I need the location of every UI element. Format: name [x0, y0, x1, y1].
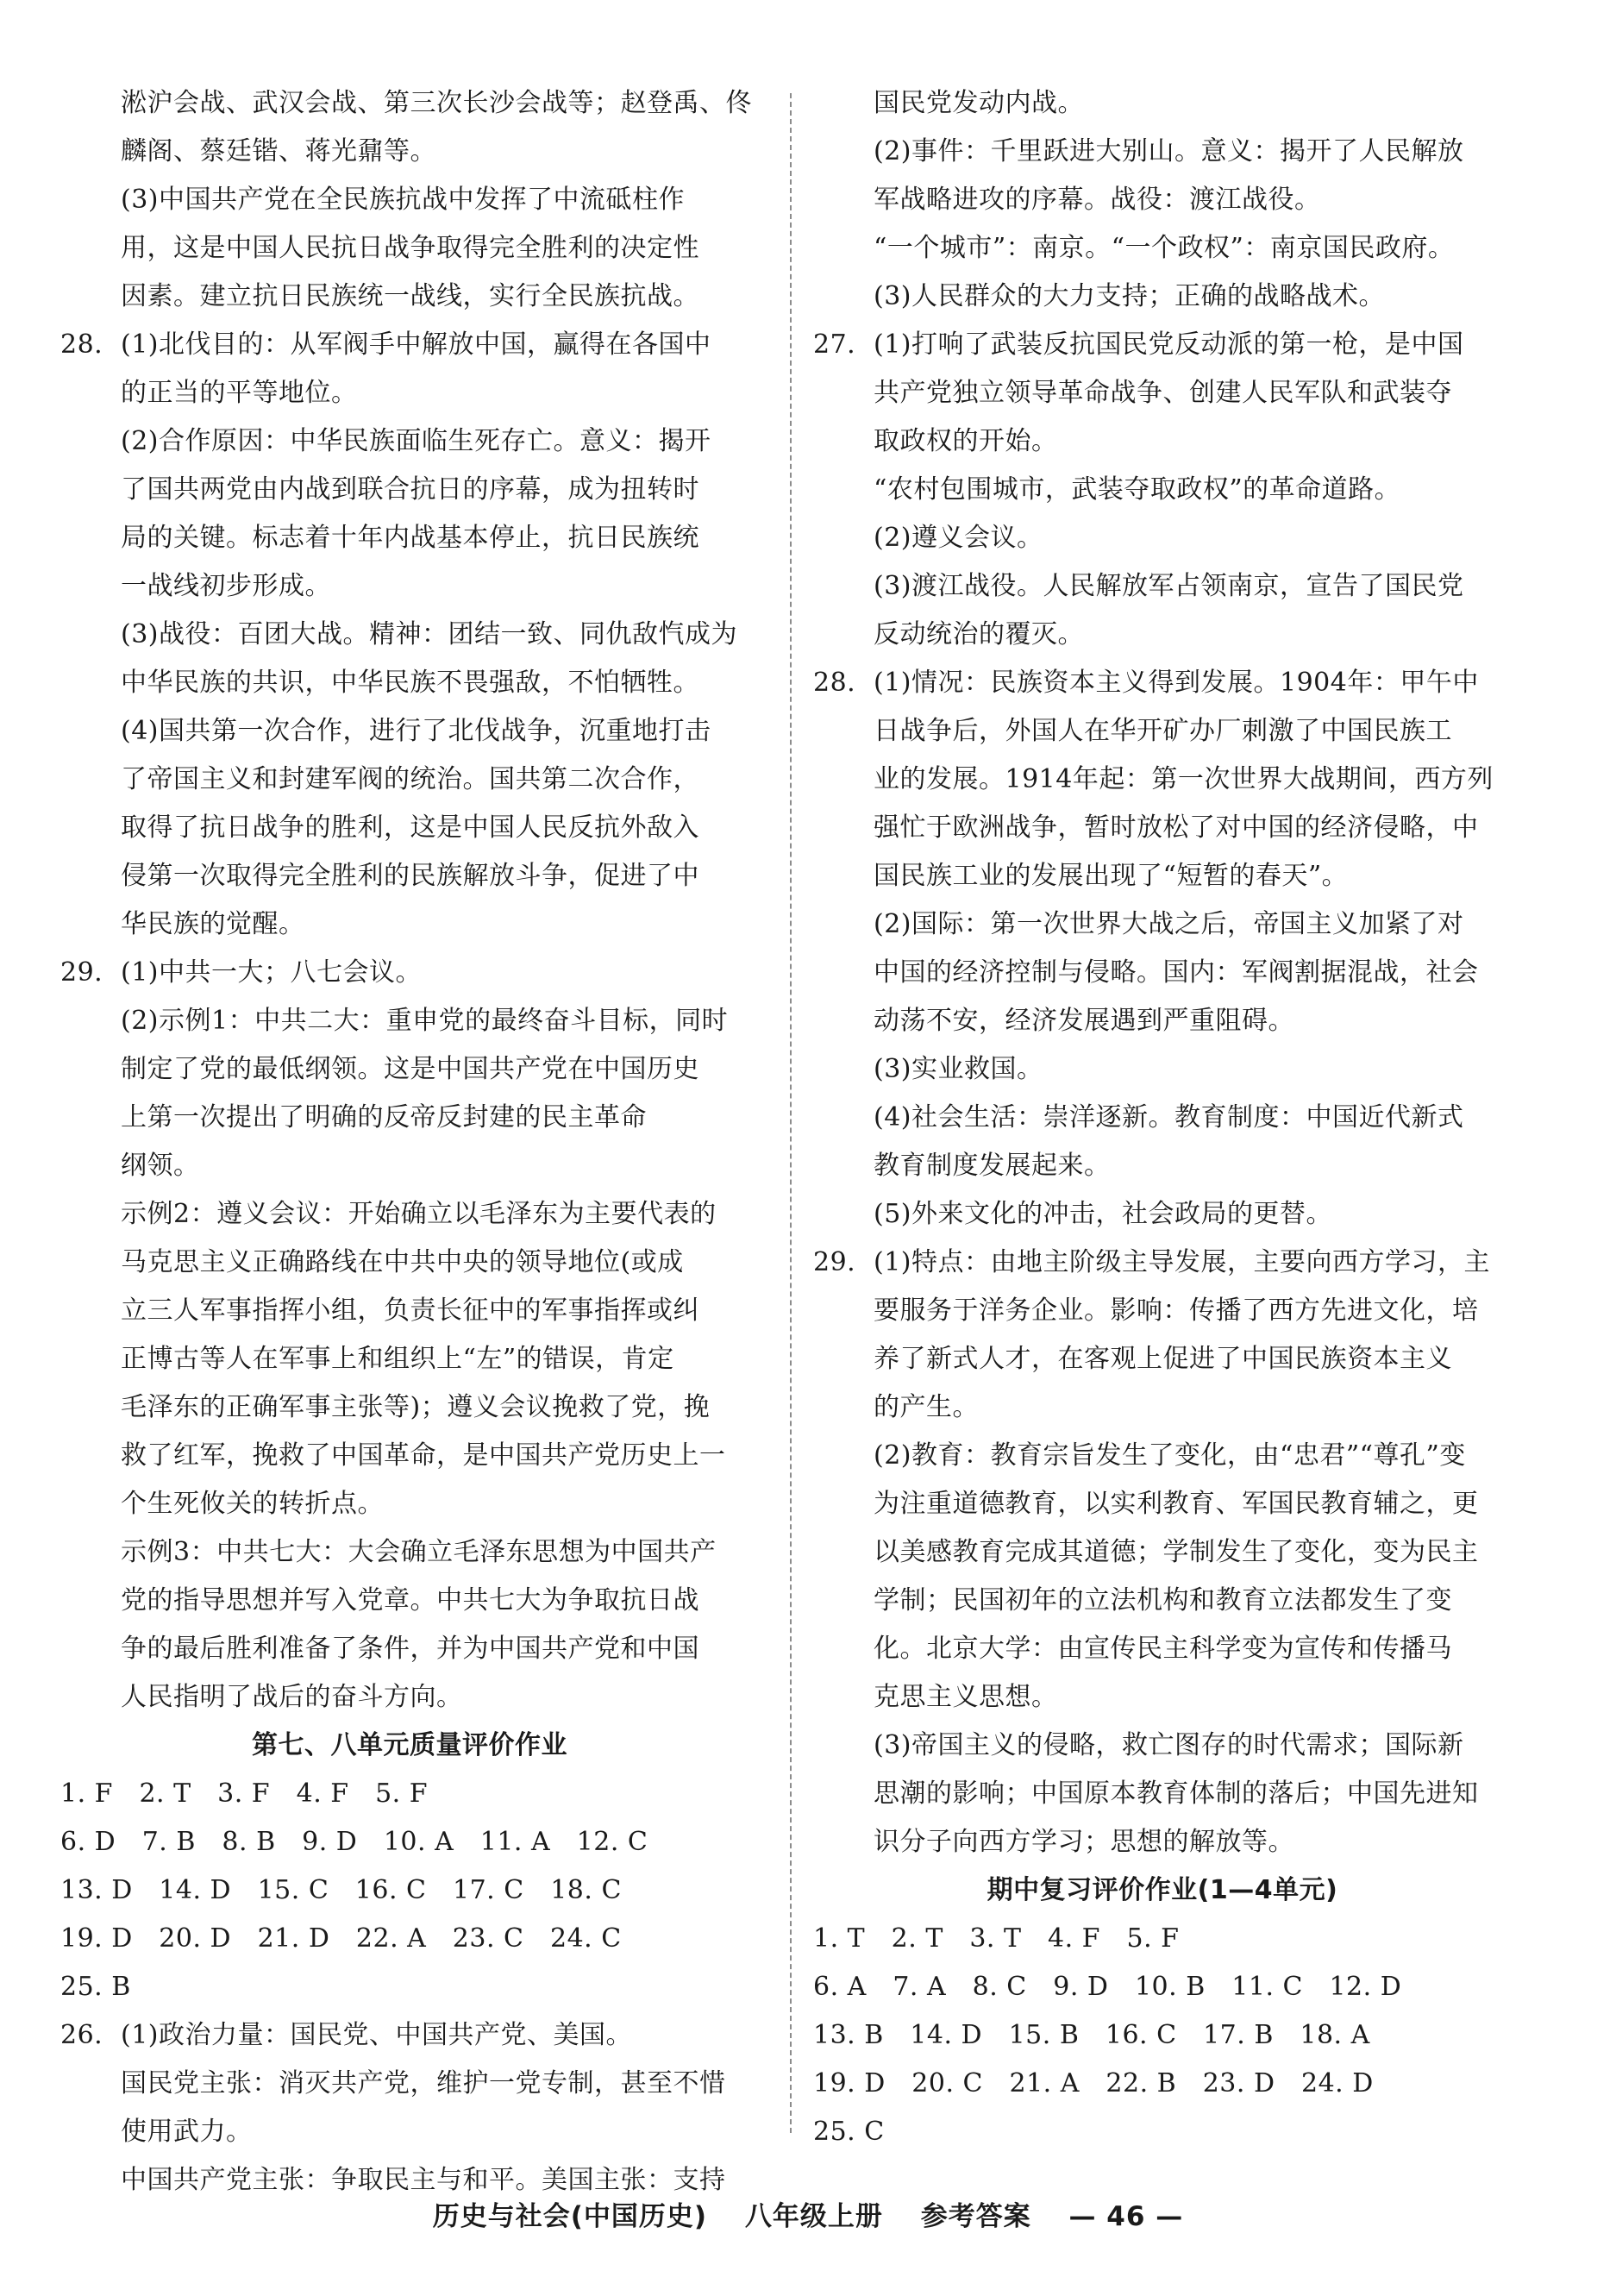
answer-text-line: (4)国共第一次合作，进行了北伐战争，沉重地打击 [121, 716, 711, 746]
answer-text-line: 军战略进攻的序幕。战役：渡江战役。 [874, 185, 1321, 215]
answer-text: (1)政治力量：国民党、中国共产党、美国。 [121, 2020, 632, 2050]
answer-text-line: (3)帝国主义的侵略，救亡图存的时代需求；国际新 [874, 1730, 1464, 1760]
choice-answers-line: 19. D 20. C 21. A 22. B 23. D 24. D [813, 2068, 1374, 2098]
answer-text-line: 业的发展。1914年起：第一次世界大战期间，西方列 [874, 764, 1494, 794]
answer-text-line: 学制；民国初年的立法机构和教育立法都发生了变 [874, 1585, 1452, 1615]
answer-text-line: 日战争后，外国人在华开矿办厂刺激了中国民族工 [874, 716, 1452, 746]
left-column [60, 79, 759, 2205]
answer-text-line: (4)社会生活：崇洋逐新。教育制度：中国近代新式 [874, 1102, 1464, 1132]
answer-text-line: 中国的经济控制与侵略。国内：军阀割据混战，社会 [874, 957, 1479, 988]
answer-text-line: 的产生。 [874, 1392, 979, 1422]
answer-text-line: 救了红军，挽救了中国革命，是中国共产党历史上一 [121, 1440, 726, 1471]
answer-text-line: 化。北京大学：由宣传民主科学变为宣传和传播马 [874, 1634, 1452, 1664]
answer-text-line: 取政权的开始。 [874, 426, 1058, 456]
answer-text-line: 个生死攸关的转折点。 [121, 1489, 384, 1519]
answer-text-line: 的正当的平等地位。 [121, 378, 358, 408]
answer-text-line: 上第一次提出了明确的反帝反封建的民主革命 [121, 1102, 647, 1132]
answer-text: (1)打响了武装反抗国民党反动派的第一枪，是中国 [874, 329, 1464, 360]
answer-text-line: (3)人民群众的大力支持；正确的战略战术。 [874, 281, 1385, 311]
answer-text-line: 识分子向西方学习；思想的解放等。 [874, 1827, 1294, 1857]
answer-text-line: 了国共两党由内战到联合抗日的序幕，成为扭转时 [121, 474, 699, 505]
choice-answers-line: 13. B 14. D 15. B 16. C 17. B 18. A [813, 2020, 1370, 2050]
answer-text-line: (3)中国共产党在全民族抗战中发挥了中流砥柱作 [121, 185, 685, 215]
section-heading: 第七、八单元质量评价作业 [252, 1730, 567, 1760]
answer-text-line: 马克思主义正确路线在中共中央的领导地位(或成 [121, 1247, 684, 1277]
answer-text-line: 淞沪会战、武汉会战、第三次长沙会战等；赵登禹、佟 [121, 88, 752, 118]
answer-text-line: “一个城市”：南京。“一个政权”：南京国民政府。 [874, 233, 1455, 263]
answer-text-line: 用，这是中国人民抗日战争取得完全胜利的决定性 [121, 233, 699, 263]
answer-text-line: 了帝国主义和封建军阀的统治。国共第二次合作， [121, 764, 699, 794]
footer-label: 参考答案 [920, 2201, 1031, 2232]
answer-text-line: 国民族工业的发展出现了“短暂的春天”。 [874, 861, 1349, 891]
answer-text-line: 华民族的觉醒。 [121, 909, 305, 939]
answer-text-line: 党的指导思想并写入党章。中共七大为争取抗日战 [121, 1585, 699, 1615]
answer-text-line: (2)示例1：中共二大：重申党的最终奋斗目标，同时 [121, 1006, 729, 1036]
answer-text-line: 教育制度发展起来。 [874, 1151, 1111, 1181]
column-divider [790, 93, 792, 2133]
footer-subject: 历史与社会(中国历史) [432, 2201, 708, 2232]
answer-text-line: 取得了抗日战争的胜利，这是中国人民反抗外敌入 [121, 812, 699, 843]
answer-text-line: 要服务于洋务企业。影响：传播了西方先进文化，培 [874, 1295, 1479, 1326]
answer-text-line: 养了新式人才，在客观上促进了中国民族资本主义 [874, 1344, 1452, 1374]
right-column [813, 79, 1512, 2156]
answer-text-line: 动荡不安，经济发展遇到严重阻碍。 [874, 1006, 1294, 1036]
answer-text-line: (2)遵义会议。 [874, 523, 1043, 553]
answer-text: (1)情况：民族资本主义得到发展。1904年：甲午中 [874, 668, 1479, 698]
answer-item-line [60, 321, 759, 369]
choice-answers-line: 25. C [813, 2117, 885, 2147]
question-number: 29. [60, 957, 103, 988]
choice-answers-line: 1. F 2. T 3. F 4. F 5. F [60, 1778, 429, 1809]
answer-item-line [813, 321, 1512, 369]
answer-text-line: 使用武力。 [121, 2117, 253, 2147]
answer-text-line: (3)实业救国。 [874, 1054, 1043, 1084]
page-footer [0, 2194, 1616, 2233]
answer-text-line: 示例2：遵义会议：开始确立以毛泽东为主要代表的 [121, 1199, 717, 1229]
section-heading: 期中复习评价作业(1—4单元) [987, 1875, 1338, 1905]
answer-text-line: 争的最后胜利准备了条件，并为中国共产党和中国 [121, 1634, 699, 1664]
answer-text-line: 思潮的影响；中国原本教育体制的落后；中国先进知 [874, 1778, 1479, 1809]
answer-item-line [813, 1239, 1512, 1287]
answer-text-line: 国民党发动内战。 [874, 88, 1084, 118]
answer-text-line: 中华民族的共识，中华民族不畏强敌，不怕牺牲。 [121, 668, 699, 698]
answer-text: (1)北伐目的：从军阀手中解放中国，赢得在各国中 [121, 329, 711, 360]
question-number: 28. [60, 329, 103, 360]
choice-answers-line: 6. D 7. B 8. B 9. D 10. A 11. A 12. C [60, 1827, 648, 1857]
answer-text: (1)特点：由地主阶级主导发展，主要向西方学习，主 [874, 1247, 1490, 1277]
answer-item-line [60, 2011, 759, 2060]
choice-answers-line: 1. T 2. T 3. T 4. F 5. F [813, 1923, 1180, 1954]
choice-answers-line: 6. A 7. A 8. C 9. D 10. B 11. C 12. D [813, 1972, 1402, 2002]
footer-grade: 八年级上册 [744, 2201, 883, 2232]
answer-text-line: 麟阁、蔡廷锴、蒋光鼐等。 [121, 136, 436, 166]
question-number: 26. [60, 2020, 103, 2050]
choice-answers-line: 25. B [60, 1972, 131, 2002]
answer-text-line: 示例3：中共七大：大会确立毛泽东思想为中国共产 [121, 1537, 717, 1567]
answer-text-line: 局的关键。标志着十年内战基本停止，抗日民族统 [121, 523, 699, 553]
answer-text-line: 以美感教育完成其道德；学制发生了变化，变为民主 [874, 1537, 1479, 1567]
answer-text-line: “农村包围城市，武装夺取政权”的革命道路。 [874, 474, 1401, 505]
answer-text-line: 中国共产党主张：争取民主与和平。美国主张：支持 [121, 2165, 726, 2195]
answer-item-line [813, 659, 1512, 707]
answer-text-line: 因素。建立抗日民族统一战线，实行全民族抗战。 [121, 281, 699, 311]
question-number: 28. [813, 668, 856, 698]
answer-text-line: 强忙于欧洲战争，暂时放松了对中国的经济侵略，中 [874, 812, 1479, 843]
answer-text-line: (5)外来文化的冲击，社会政局的更替。 [874, 1199, 1332, 1229]
answer-text-line: 立三人军事指挥小组，负责长征中的军事指挥或纠 [121, 1295, 699, 1326]
answer-text-line: 正博古等人在军事上和组织上“左”的错误，肯定 [121, 1344, 674, 1374]
answer-text-line: 纲领。 [121, 1151, 200, 1181]
answer-text-line: 为注重道德教育，以实利教育、军国民教育辅之，更 [874, 1489, 1479, 1519]
answer-text-line: (3)战役：百团大战。精神：团结一致、同仇敌忾成为 [121, 619, 737, 649]
answer-text-line: (3)渡江战役。人民解放军占领南京，宣告了国民党 [874, 571, 1464, 601]
answer-text-line: (2)事件：千里跃进大别山。意义：揭开了人民解放 [874, 136, 1464, 166]
answer-text: (1)中共一大；八七会议。 [121, 957, 422, 988]
answer-item-line [60, 949, 759, 997]
answer-text-line: (2)教育：教育宗旨发生了变化，由“忠君”“尊孔”变 [874, 1440, 1466, 1471]
answer-text-line: 国民党主张：消灭共产党，维护一党专制，甚至不惜 [121, 2068, 726, 2098]
choice-answers-line: 13. D 14. D 15. C 16. C 17. C 18. C [60, 1875, 622, 1905]
answer-text-line: 反动统治的覆灭。 [874, 619, 1084, 649]
answer-text-line: 一战线初步形成。 [121, 571, 331, 601]
footer-page-number: — 46 — [1068, 2201, 1184, 2232]
answer-text-line: 共产党独立领导革命战争、创建人民军队和武装夺 [874, 378, 1452, 408]
answer-text-line: 克思主义思想。 [874, 1682, 1058, 1712]
answer-text-line: 人民指明了战后的奋斗方向。 [121, 1682, 463, 1712]
choice-answers-line: 19. D 20. D 21. D 22. A 23. C 24. C [60, 1923, 622, 1954]
question-number: 27. [813, 329, 856, 360]
answer-text-line: 制定了党的最低纲领。这是中国共产党在中国历史 [121, 1054, 699, 1084]
question-number: 29. [813, 1247, 856, 1277]
answer-text-line: (2)国际：第一次世界大战之后，帝国主义加紧了对 [874, 909, 1464, 939]
answer-text-line: (2)合作原因：中华民族面临生死存亡。意义：揭开 [121, 426, 711, 456]
answer-text-line: 侵第一次取得完全胜利的民族解放斗争，促进了中 [121, 861, 699, 891]
answer-text-line: 毛泽东的正确军事主张等)；遵义会议挽救了党，挽 [121, 1392, 711, 1422]
